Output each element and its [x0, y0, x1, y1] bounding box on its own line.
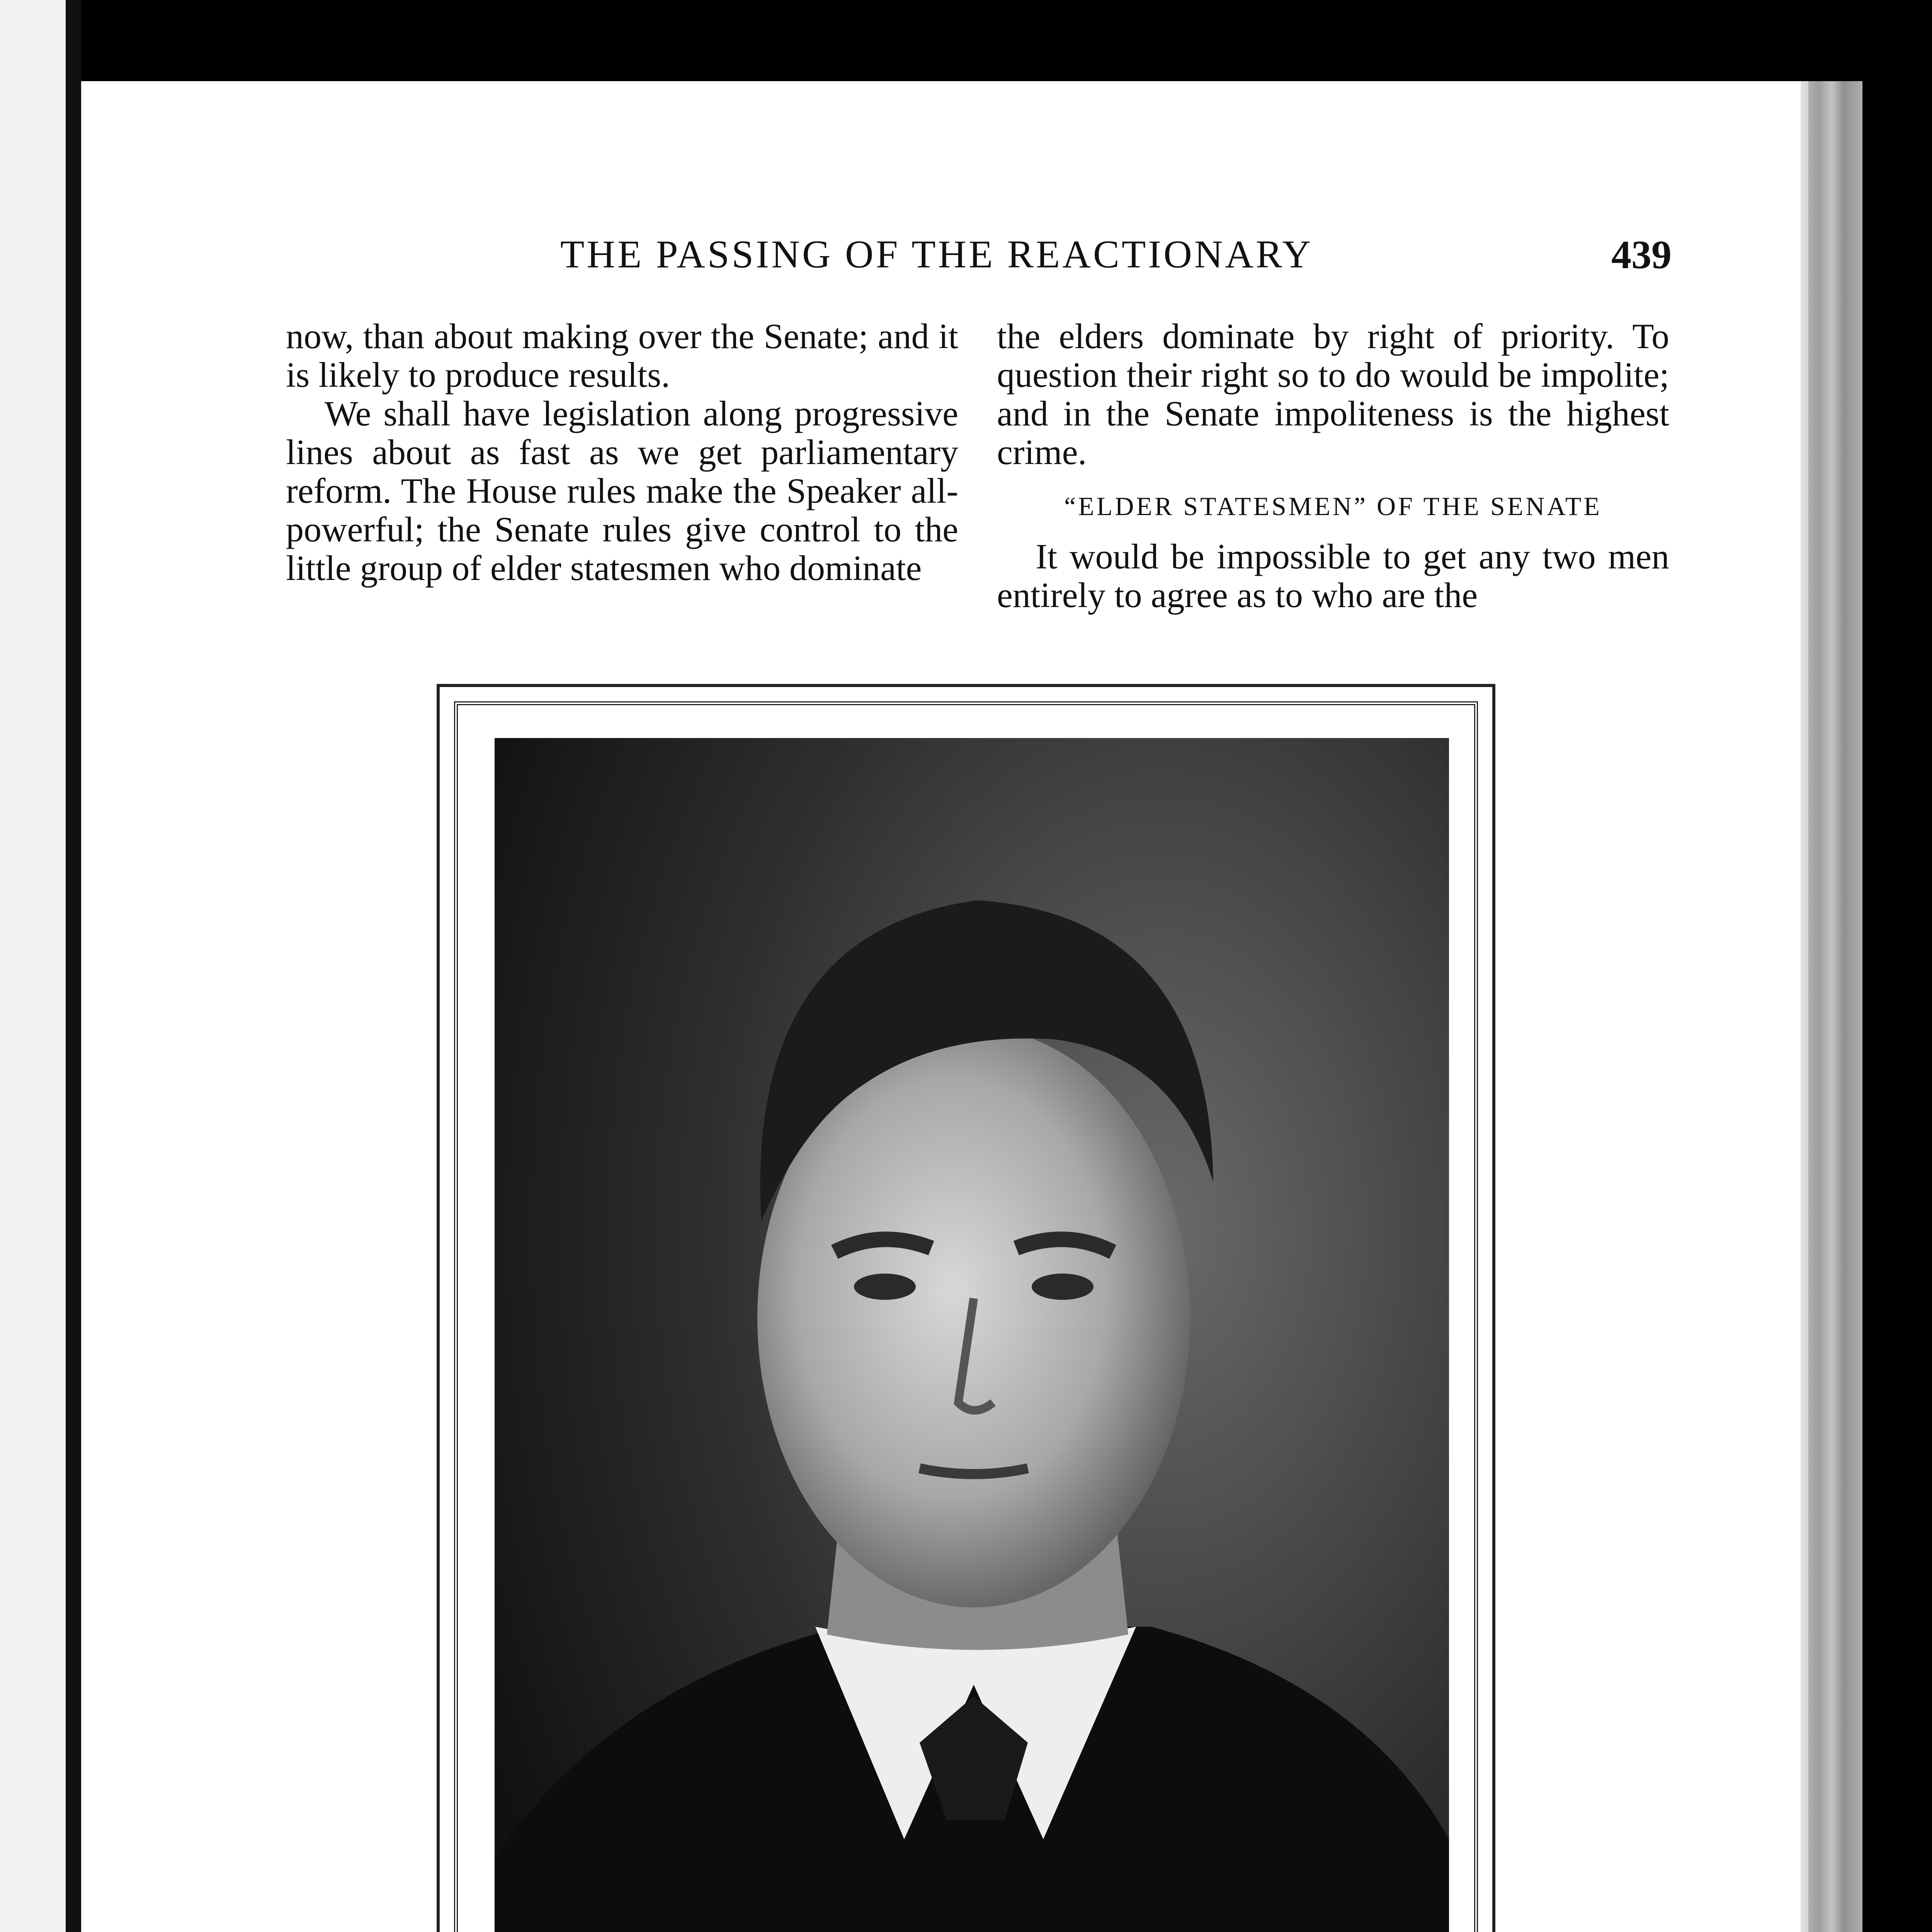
section-subheading: “ELDER STATESMEN” OF THE SENATE	[1064, 492, 1602, 521]
paragraph: It would be impossible to get any two men entirely to agree as to who are the	[997, 537, 1669, 615]
paragraph: now, than about making over the Senate; and it is likely to produce results.	[286, 316, 958, 395]
running-head: THE PASSING OF THE REACTIONARY	[560, 233, 1313, 276]
portrait-illustration	[495, 738, 1449, 1932]
paragraph: the elders dominate by right of priority. To question their right so to do would be impolite; and in the Senate impoliteness is the highest crime.	[997, 316, 1669, 472]
column-top-left	[286, 317, 958, 587]
column-top-right	[997, 317, 1669, 614]
binding-gutter	[66, 0, 81, 1932]
paragraph: We shall have legislation along progressive lines about as fast as we get parliamentary reform. The House rules make the Speaker all-powerful; the Senate rules give control to the little group of elder statesmen who dominate	[286, 394, 958, 588]
page-number: 439	[1611, 233, 1672, 277]
page-stack-edge	[1801, 81, 1862, 1932]
portrait-photo	[495, 738, 1449, 1932]
